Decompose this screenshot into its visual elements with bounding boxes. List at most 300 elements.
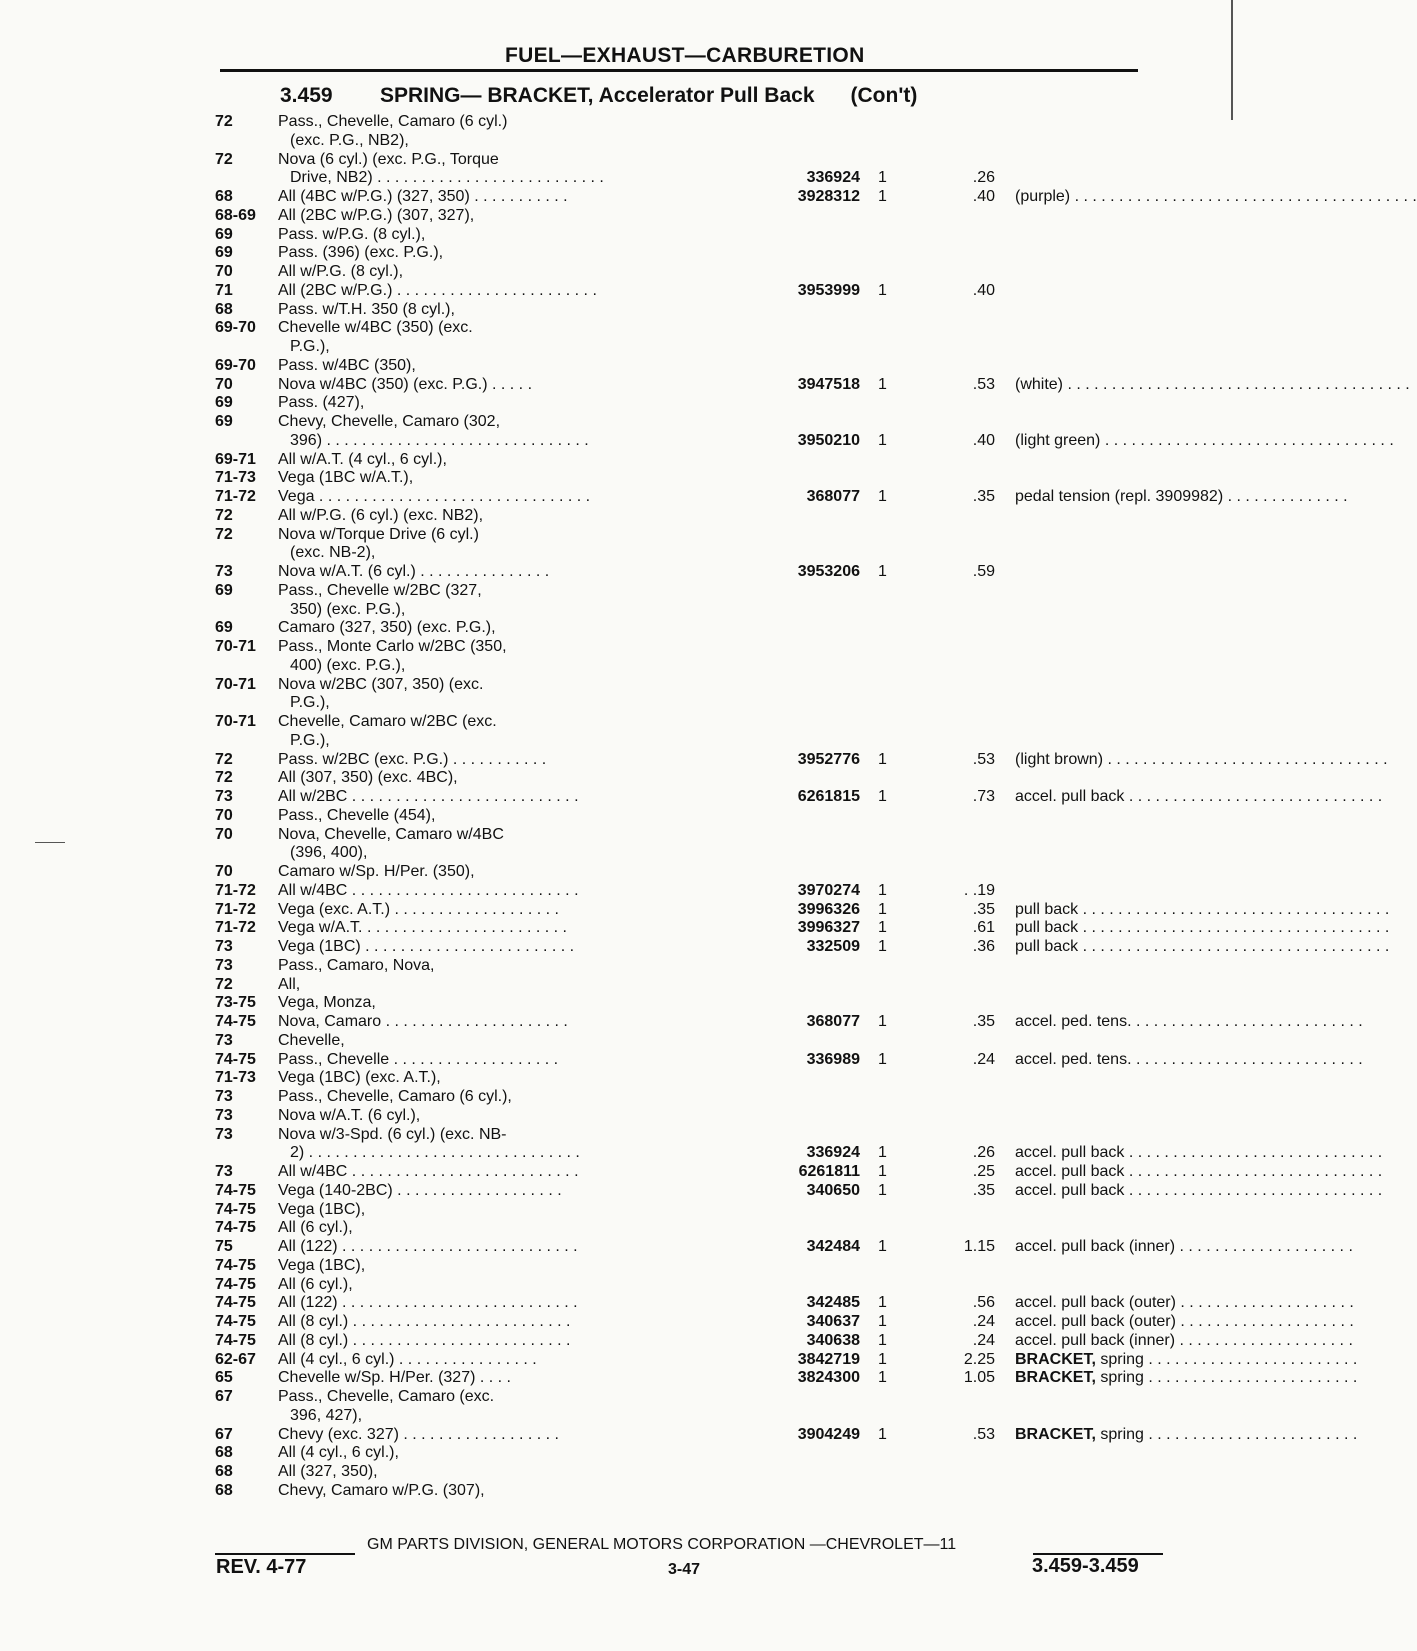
table-row: [215, 132, 1175, 151]
row-price: .24: [972, 1050, 995, 1068]
table-row: [215, 582, 1175, 601]
table-row: [215, 526, 1175, 545]
row-price: .35: [972, 900, 995, 918]
row-year: 73: [215, 938, 233, 955]
row-description: Chevelle, Camaro w/2BC (exc.: [278, 713, 497, 730]
row-quantity: 1: [878, 563, 887, 580]
row-quantity: 1: [878, 1350, 887, 1368]
row-year: 71-72: [215, 488, 256, 505]
row-year: 68: [215, 188, 233, 205]
row-description: Nova w/4BC (350) (exc. P.G.) . . . . .: [278, 375, 533, 393]
table-row: [215, 938, 1390, 957]
row-description: Nova w/A.T. (6 cyl.),: [278, 1106, 421, 1124]
row-year: 70: [215, 263, 233, 280]
table-row: [215, 488, 1348, 507]
row-price: .73: [972, 788, 995, 805]
table-row: [215, 1388, 1175, 1407]
table-row: [215, 1350, 1358, 1370]
row-part-number: 3952776: [797, 750, 860, 768]
row-quantity: 1: [878, 750, 887, 768]
table-row: [215, 188, 1417, 207]
row-year: 68: [215, 1444, 233, 1462]
section-number: 3.459: [280, 84, 333, 107]
row-description: Vega . . . . . . . . . . . . . . . . . . . . . . . . . . . . . . .: [278, 488, 591, 505]
row-note: [1015, 900, 1390, 920]
row-description: Pass. w/4BC (350),: [278, 356, 416, 374]
row-year: 70-71: [215, 675, 256, 693]
table-row: [215, 1201, 1175, 1220]
row-note-text: accel. ped. tens. . . . . . . . . . . . . . . . . . . . . . . . . . .: [1015, 1013, 1363, 1030]
table-row: [215, 469, 1175, 488]
row-description: Chevelle w/4BC (350) (exc.: [278, 319, 473, 337]
row-description: Nova w/2BC (307, 350) (exc.: [278, 675, 484, 693]
row-description: Vega w/A.T. . . . . . . . . . . . . . . . . . . . . . . .: [278, 919, 567, 937]
row-year: 74-75: [215, 1275, 256, 1293]
row-year: 73: [215, 1088, 233, 1105]
row-year: 71: [215, 281, 233, 299]
row-note: [1015, 188, 1417, 207]
table-row: [215, 694, 1175, 713]
row-note: [1015, 1351, 1385, 1370]
row-year: 74-75: [215, 1050, 256, 1068]
table-row: [215, 169, 1175, 188]
table-row: [215, 994, 1175, 1013]
row-quantity: 1: [878, 1181, 887, 1199]
table-row: [215, 957, 1175, 976]
row-part-number: 342484: [806, 1238, 860, 1255]
row-description: Vega (140-2BC) . . . . . . . . . . . . . . . . . . .: [278, 1181, 562, 1199]
row-description: All w/A.T. (4 cyl., 6 cyl.),: [278, 450, 447, 468]
table-row: [215, 151, 1175, 170]
table-row: [215, 413, 1175, 432]
row-quantity: 1: [878, 1331, 887, 1349]
row-quantity: 1: [878, 788, 887, 805]
row-description: Pass., Monte Carlo w/2BC (350,: [278, 638, 507, 655]
row-description: Pass., Chevelle, Camaro (6 cyl.),: [278, 1088, 512, 1105]
row-description: All (4BC w/P.G.) (327, 350) . . . . . . . . . . .: [278, 188, 568, 205]
footer-publisher: GM PARTS DIVISION, GENERAL MOTORS CORPORATION —CHEVROLET—11: [367, 1536, 957, 1553]
row-part-number: 3947518: [797, 375, 860, 393]
table-row: [215, 882, 1175, 901]
row-year: 69: [215, 413, 233, 430]
section-title: SPRING— BRACKET, Accelerator Pull Back: [380, 84, 815, 107]
table-row: [215, 1425, 1358, 1445]
row-part-number: 340637: [806, 1313, 860, 1330]
row-description: Pass. w/2BC (exc. P.G.) . . . . . . . . . . .: [278, 750, 547, 768]
row-note-text: pull back . . . . . . . . . . . . . . . . . . . . . . . . . . . . . . . . . . .: [1015, 938, 1390, 955]
row-part-number: 336924: [806, 169, 860, 187]
row-description: All (4 cyl., 6 cyl.),: [278, 1444, 399, 1462]
table-row: [215, 732, 1175, 751]
row-year: 75: [215, 1238, 233, 1255]
row-note: [1015, 1313, 1385, 1332]
row-quantity: 1: [878, 188, 887, 205]
table-row: [215, 844, 1175, 863]
row-description: (exc. P.G., NB2),: [290, 131, 409, 149]
row-quantity: 1: [878, 881, 887, 899]
row-note: [1015, 1013, 1385, 1032]
table-row: [215, 226, 1175, 245]
row-description: All (8 cyl.) . . . . . . . . . . . . . . . . . . . . . . . . .: [278, 1331, 571, 1349]
row-note-text: spring . . . . . . . . . . . . . . . . . . . . . . . .: [1095, 1350, 1358, 1368]
row-year: 73: [215, 1163, 233, 1180]
row-year: 68-69: [215, 206, 256, 224]
row-note-text: accel. pull back . . . . . . . . . . . . . . . . . . . . . . . . . . . . .: [1015, 1163, 1383, 1180]
row-price: .61: [972, 919, 995, 937]
row-part-number: 3996327: [797, 919, 860, 937]
row-description: 2) . . . . . . . . . . . . . . . . . . . . . . . . . . . . . . .: [290, 1144, 580, 1162]
row-quantity: 1: [878, 1144, 887, 1162]
row-note: [1015, 375, 1410, 395]
row-quantity: 1: [878, 1294, 887, 1312]
row-year: 72: [215, 750, 233, 768]
row-quantity: 1: [878, 1163, 887, 1180]
row-note: [1015, 919, 1390, 938]
footer-section-range: 3.459-3.459: [1032, 1555, 1139, 1577]
table-row: [215, 769, 1175, 788]
row-note-text: accel. pull back . . . . . . . . . . . . . . . . . . . . . . . . . . . . .: [1015, 788, 1383, 805]
table-row: [215, 601, 1175, 620]
row-part-number: 3928312: [797, 188, 860, 205]
row-year: 72: [215, 975, 233, 993]
row-description: All (307, 350) (exc. 4BC),: [278, 769, 458, 787]
row-year: 74-75: [215, 1200, 256, 1218]
row-note-text: (purple) . . . . . . . . . . . . . . . . . . . . . . . . . . . . . . . . . . . . . . .: [1015, 188, 1417, 205]
row-note-text: accel. ped. tens. . . . . . . . . . . . . . . . . . . . . . . . . . .: [1015, 1050, 1363, 1068]
row-price: .53: [972, 750, 995, 768]
table-row: [215, 919, 1390, 938]
table-row: [215, 713, 1175, 732]
table-row: [215, 1369, 1358, 1388]
row-quantity: 1: [878, 281, 887, 299]
row-part-number: 3842719: [797, 1350, 860, 1368]
row-year: 70: [215, 863, 233, 880]
row-quantity: 1: [878, 488, 887, 505]
row-year: 69-70: [215, 356, 256, 374]
row-year: 67: [215, 1425, 233, 1443]
row-part-number: 332509: [806, 938, 860, 955]
row-year: 73: [215, 788, 233, 805]
row-price: .56: [972, 1294, 995, 1312]
row-description: All w/4BC . . . . . . . . . . . . . . . . . . . . . . . . . .: [278, 1163, 579, 1180]
row-note: [1015, 488, 1385, 507]
row-note-bold: BRACKET,: [1015, 1369, 1096, 1387]
row-part-number: 3970274: [797, 881, 860, 899]
row-description: (exc. NB-2),: [290, 544, 376, 562]
row-description: All (6 cyl.),: [278, 1219, 353, 1237]
footer-revision: REV. 4-77: [216, 1556, 307, 1578]
table-row: [215, 1407, 1175, 1426]
row-part-number: 3904249: [797, 1425, 860, 1443]
table-row: [215, 619, 1175, 638]
row-price: .24: [972, 1331, 995, 1349]
scan-edge-mark: [1231, 0, 1233, 120]
row-year: 70-71: [215, 713, 256, 730]
row-note-text: accel. pull back . . . . . . . . . . . . . . . . . . . . . . . . . . . . .: [1015, 1181, 1383, 1199]
row-description: P.G.),: [290, 731, 330, 749]
row-description: All (2BC w/P.G.) (307, 327),: [278, 206, 475, 224]
table-row: [215, 1107, 1175, 1126]
row-description: Pass. w/T.H. 350 (8 cyl.),: [278, 300, 455, 318]
row-description: Chevelle w/Sp. H/Per. (327) . . . .: [278, 1369, 511, 1387]
row-note-text: accel. pull back (inner) . . . . . . . . . . . . . . . . . . . .: [1015, 1238, 1353, 1255]
table-row: [215, 1294, 1354, 1313]
row-price: . .19: [963, 881, 995, 899]
row-year: 74-75: [215, 1013, 256, 1030]
row-year: 73: [215, 563, 233, 580]
row-description: All w/4BC . . . . . . . . . . . . . . . . . . . . . . . . . .: [278, 881, 579, 899]
row-quantity: 1: [878, 900, 887, 918]
row-description: Chevelle,: [278, 1031, 345, 1049]
table-row: [215, 1032, 1175, 1051]
row-description: All (2BC w/P.G.) . . . . . . . . . . . . . . . . . . . . . . .: [278, 281, 597, 299]
table-row: [215, 338, 1175, 357]
row-year: 72: [215, 525, 233, 543]
row-year: 70: [215, 806, 233, 824]
row-note-text: (light brown) . . . . . . . . . . . . . . . . . . . . . . . . . . . . . . . .: [1015, 750, 1388, 768]
row-year: 74-75: [215, 1181, 256, 1199]
parts-table: [215, 113, 1417, 1501]
row-year: 70-71: [215, 638, 256, 655]
row-description: All w/2BC . . . . . . . . . . . . . . . . . . . . . . . . . .: [278, 788, 579, 805]
table-row: [215, 394, 1175, 413]
table-row: [215, 1238, 1353, 1257]
row-price: .40: [972, 188, 995, 205]
row-description: Vega (1BC),: [278, 1256, 366, 1274]
row-description: All (122) . . . . . . . . . . . . . . . . . . . . . . . . . . .: [278, 1238, 578, 1255]
table-row: [215, 676, 1175, 695]
row-price: 2.25: [963, 1350, 995, 1368]
row-quantity: 1: [878, 1369, 887, 1387]
row-part-number: 3996326: [797, 900, 860, 918]
row-description: 400) (exc. P.G.),: [290, 656, 406, 674]
row-description: Vega (1BC) . . . . . . . . . . . . . . . . . . . . . . . .: [278, 938, 575, 955]
row-year: 73: [215, 1106, 233, 1124]
row-note-text: accel. pull back (inner) . . . . . . . . . . . . . . . . . . . .: [1015, 1331, 1353, 1349]
row-year: 74-75: [215, 1219, 256, 1237]
row-year: 65: [215, 1369, 233, 1387]
row-year: 71-73: [215, 1069, 256, 1087]
row-price: .26: [972, 1144, 995, 1162]
row-description: Pass. w/P.G. (8 cyl.),: [278, 225, 426, 243]
row-part-number: 336989: [806, 1050, 860, 1068]
table-row: [215, 1013, 1363, 1032]
row-description: Pass. (396) (exc. P.G.),: [278, 244, 444, 262]
row-description: Vega (1BC) (exc. A.T.),: [278, 1069, 441, 1087]
row-note: [1015, 750, 1388, 770]
row-price: .59: [972, 563, 995, 580]
row-description: Chevy (exc. 327) . . . . . . . . . . . . . . . . . .: [278, 1425, 559, 1443]
row-year: 74-75: [215, 1294, 256, 1312]
table-row: [215, 1444, 1175, 1463]
row-year: 69: [215, 619, 233, 637]
row-description: Camaro (327, 350) (exc. P.G.),: [278, 619, 496, 637]
row-description: Pass., Chevelle, Camaro (6 cyl.): [278, 113, 508, 130]
row-price: .53: [972, 375, 995, 393]
row-note: [1015, 788, 1385, 807]
table-row: [215, 1219, 1175, 1238]
table-row: [215, 244, 1175, 263]
table-row: [215, 301, 1175, 320]
row-quantity: 1: [878, 919, 887, 937]
row-note-bold: BRACKET,: [1015, 1350, 1096, 1368]
row-note-text: spring . . . . . . . . . . . . . . . . . . . . . . . .: [1095, 1425, 1358, 1443]
row-quantity: 1: [878, 1425, 887, 1443]
row-part-number: 368077: [806, 488, 860, 505]
table-row: [215, 657, 1175, 676]
header-rule: [220, 69, 1138, 72]
row-year: 73: [215, 1125, 233, 1143]
table-row: [215, 1069, 1175, 1088]
page-header-title: FUEL—EXHAUST—CARBURETION: [505, 44, 865, 67]
table-row: [215, 357, 1175, 376]
row-year: 72: [215, 506, 233, 524]
row-year: 70: [215, 375, 233, 393]
row-quantity: 1: [878, 1013, 887, 1030]
row-description: Pass., Chevelle, Camaro (exc.: [278, 1388, 495, 1405]
table-row: [215, 807, 1175, 826]
row-description: Nova, Camaro . . . . . . . . . . . . . . . . . . . . .: [278, 1013, 568, 1030]
row-note-text: (white) . . . . . . . . . . . . . . . . . . . . . . . . . . . . . . . . . . . . . . .: [1015, 375, 1410, 393]
row-year: 73: [215, 1031, 233, 1049]
row-description: (396, 400),: [290, 844, 368, 862]
row-year: 72: [215, 150, 233, 168]
row-note-text: accel. pull back . . . . . . . . . . . . . . . . . . . . . . . . . . . . .: [1015, 1144, 1383, 1162]
row-description: All,: [278, 975, 301, 993]
row-year: 71-72: [215, 900, 256, 918]
row-quantity: 1: [878, 431, 887, 449]
table-row: [215, 507, 1175, 526]
row-description: Vega, Monza,: [278, 994, 376, 1012]
row-quantity: 1: [878, 1238, 887, 1255]
row-price: .25: [972, 1163, 995, 1180]
row-quantity: 1: [878, 1050, 887, 1068]
row-part-number: 340638: [806, 1331, 860, 1349]
row-description: Pass., Camaro, Nova,: [278, 956, 435, 974]
row-price: .35: [972, 488, 995, 505]
row-part-number: 6261815: [797, 788, 860, 805]
row-part-number: 6261811: [798, 1163, 860, 1180]
row-part-number: 3953999: [797, 281, 860, 299]
row-description: Pass., Chevelle (454),: [278, 806, 436, 824]
table-row: [215, 788, 1383, 807]
table-row: [215, 451, 1175, 470]
row-year: 68: [215, 1481, 233, 1499]
row-year: 67: [215, 1388, 233, 1405]
row-year: 73: [215, 956, 233, 974]
row-description: Pass., Chevelle w/2BC (327,: [278, 581, 482, 599]
row-description: Vega (1BC w/A.T.),: [278, 469, 414, 487]
row-part-number: 340650: [806, 1181, 860, 1199]
row-price: .35: [972, 1181, 995, 1199]
table-row: [215, 976, 1175, 995]
row-description: All (327, 350),: [278, 1463, 378, 1480]
table-row: [215, 1313, 1354, 1332]
table-row: [215, 1050, 1363, 1070]
row-note: [1015, 1294, 1385, 1313]
table-row: [215, 1163, 1383, 1182]
row-description: All w/P.G. (8 cyl.),: [278, 263, 404, 280]
row-description: All (6 cyl.),: [278, 1275, 353, 1293]
row-description: Nova (6 cyl.) (exc. P.G., Torque: [278, 150, 499, 168]
row-year: 68: [215, 1463, 233, 1480]
row-description: Vega (exc. A.T.) . . . . . . . . . . . . . . . . . . .: [278, 900, 559, 918]
row-year: 69-71: [215, 450, 256, 468]
row-description: Vega (1BC),: [278, 1200, 366, 1218]
table-row: [215, 1181, 1383, 1201]
row-note: [1015, 1182, 1385, 1201]
table-row: [215, 319, 1175, 338]
row-note-bold: BRACKET,: [1015, 1425, 1096, 1443]
row-quantity: 1: [878, 375, 887, 393]
row-description: 350) (exc. P.G.),: [290, 600, 406, 618]
row-note: [1015, 431, 1394, 451]
section-heading: [280, 84, 917, 108]
row-part-number: 336924: [806, 1144, 860, 1162]
row-part-number: 3824300: [797, 1369, 860, 1387]
row-description: Nova w/Torque Drive (6 cyl.): [278, 525, 479, 543]
row-description: Nova w/3-Spd. (6 cyl.) (exc. NB-: [278, 1125, 507, 1143]
row-part-number: 3950210: [797, 431, 860, 449]
row-note: [1015, 1426, 1385, 1445]
row-description: Nova w/A.T. (6 cyl.) . . . . . . . . . . . . . . .: [278, 563, 550, 580]
row-year: 70: [215, 825, 233, 843]
row-description: Chevy, Chevelle, Camaro (302,: [278, 413, 501, 430]
table-row: [215, 207, 1175, 226]
row-description: All (8 cyl.) . . . . . . . . . . . . . . . . . . . . . . . . .: [278, 1313, 571, 1330]
table-row: [215, 113, 1175, 132]
row-note-text: spring . . . . . . . . . . . . . . . . . . . . . . . .: [1095, 1369, 1358, 1387]
table-row: [215, 375, 1410, 395]
row-description: Camaro w/Sp. H/Per. (350),: [278, 863, 475, 880]
row-price: 1.15: [963, 1238, 995, 1255]
table-row: [215, 750, 1388, 770]
row-year: 74-75: [215, 1331, 256, 1349]
row-price: .36: [972, 938, 995, 955]
row-description: All (4 cyl., 6 cyl.) . . . . . . . . . . . . . . . .: [278, 1350, 537, 1368]
row-description: 396) . . . . . . . . . . . . . . . . . . . . . . . . . . . . . .: [290, 431, 589, 449]
row-year: 72: [215, 113, 233, 130]
row-part-number: 342485: [806, 1294, 860, 1312]
row-year: 72: [215, 769, 233, 787]
row-note-text: accel. pull back (outer) . . . . . . . . . . . . . . . . . . . .: [1015, 1294, 1354, 1312]
table-row: [215, 1144, 1383, 1163]
row-year: 73-75: [215, 994, 256, 1012]
row-price: 1.05: [963, 1369, 995, 1387]
table-row: [215, 1276, 1175, 1295]
row-note: [1015, 938, 1390, 957]
row-part-number: 3953206: [797, 563, 860, 580]
row-year: 71-72: [215, 881, 256, 899]
table-row: [215, 1463, 1175, 1482]
row-price: .40: [972, 431, 995, 449]
row-year: 69: [215, 394, 233, 412]
row-year: 69-70: [215, 319, 256, 337]
section-continued: (Con't): [850, 84, 918, 107]
row-year: 69: [215, 225, 233, 243]
row-note-text: pull back . . . . . . . . . . . . . . . . . . . . . . . . . . . . . . . . . . .: [1015, 900, 1390, 918]
row-note: [1015, 1144, 1385, 1163]
row-price: .35: [972, 1013, 995, 1030]
row-note: [1015, 1238, 1385, 1257]
table-row: [215, 1482, 1175, 1501]
table-row: [215, 1257, 1175, 1276]
row-price: .53: [972, 1425, 995, 1443]
table-row: [215, 826, 1175, 845]
row-note-text: (light green) . . . . . . . . . . . . . . . . . . . . . . . . . . . . . . . . .: [1015, 431, 1394, 449]
scan-margin-mark: [35, 842, 65, 843]
row-description: Pass., Chevelle . . . . . . . . . . . . . . . . . . .: [278, 1050, 559, 1068]
